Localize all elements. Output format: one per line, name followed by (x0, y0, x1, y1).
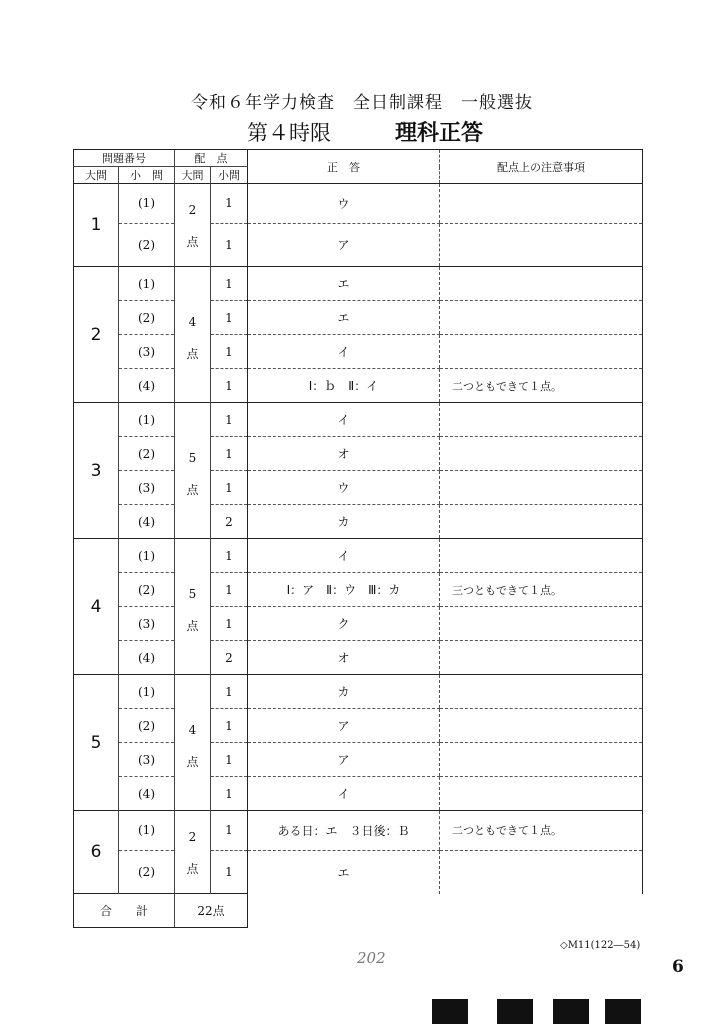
answer-row (74, 641, 643, 675)
section-points-value: 5 (175, 403, 211, 471)
subquestion-label: (1) (119, 811, 175, 851)
answer-row (74, 437, 643, 471)
subquestion-points: 1 (211, 184, 248, 224)
subquestion-points: 1 (211, 811, 248, 851)
subquestion-points: 1 (211, 369, 248, 403)
subquestion-label: (3) (119, 607, 175, 641)
answer-cell: イ (248, 777, 440, 811)
note-cell (440, 301, 643, 335)
answer-row (74, 607, 643, 641)
subquestion-label: (2) (119, 301, 175, 335)
registration-mark (497, 999, 533, 1024)
note-cell (440, 850, 643, 894)
header-big-q: 大問 (74, 167, 119, 184)
answer-row (74, 301, 643, 335)
answer-cell: エ (248, 267, 440, 301)
note-cell: 二つともできて１点。 (440, 811, 643, 851)
subquestion-points: 1 (211, 777, 248, 811)
note-cell: 三つともできて１点。 (440, 573, 643, 607)
subquestion-label: (1) (119, 184, 175, 224)
total-row (74, 894, 643, 928)
subquestion-points: 1 (211, 437, 248, 471)
note-cell (440, 505, 643, 539)
note-cell (440, 223, 643, 267)
answer-cell: ウ (248, 184, 440, 224)
answer-cell: オ (248, 641, 440, 675)
section-number: 2 (74, 267, 119, 403)
answer-cell: イ (248, 403, 440, 437)
section-points-unit: 点 (175, 743, 211, 811)
answer-row (74, 743, 643, 777)
answer-row (74, 403, 643, 437)
header-notes: 配点上の注意事項 (440, 150, 643, 184)
section-points-unit: 点 (175, 471, 211, 539)
section-points-unit: 点 (175, 335, 211, 403)
section-points-value: 4 (175, 267, 211, 335)
section-points-value: 4 (175, 675, 211, 743)
subquestion-label: (3) (119, 335, 175, 369)
subquestion-label: (2) (119, 573, 175, 607)
section-points-value: 2 (175, 184, 211, 224)
subject-title: 理科正答 (395, 121, 484, 146)
header-answer: 正 答 (248, 150, 440, 184)
note-cell (440, 437, 643, 471)
answer-cell: カ (248, 505, 440, 539)
subquestion-points: 1 (211, 607, 248, 641)
answer-cell: エ (248, 850, 440, 894)
section-number: 6 (74, 811, 119, 894)
subquestion-label: (1) (119, 403, 175, 437)
note-cell (440, 743, 643, 777)
answer-cell: Ⅰ：ア Ⅱ：ウ Ⅲ：カ (248, 573, 440, 607)
note-cell (440, 607, 643, 641)
section-number: 1 (74, 184, 119, 267)
subquestion-points: 1 (211, 335, 248, 369)
header-points: 配 点 (175, 150, 248, 167)
answer-cell: エ (248, 301, 440, 335)
subquestion-label: (4) (119, 369, 175, 403)
section-number: 3 (74, 403, 119, 539)
subquestion-points: 1 (211, 573, 248, 607)
subquestion-points: 1 (211, 301, 248, 335)
document-code: ◇M11(122―54) (560, 940, 641, 951)
section-points-unit: 点 (175, 607, 211, 675)
note-cell (440, 641, 643, 675)
answer-cell: イ (248, 335, 440, 369)
subquestion-points: 1 (211, 539, 248, 573)
answer-row (74, 335, 643, 369)
section-points-unit: 点 (175, 850, 211, 894)
subquestion-points: 1 (211, 850, 248, 894)
answer-row (74, 505, 643, 539)
answer-cell: ウ (248, 471, 440, 505)
answer-row (74, 539, 643, 573)
registration-mark (432, 999, 468, 1024)
answer-cell: ア (248, 223, 440, 267)
note-cell (440, 777, 643, 811)
note-cell (440, 335, 643, 369)
answer-row (74, 709, 643, 743)
subquestion-points: 1 (211, 267, 248, 301)
page-number: 6 (672, 957, 684, 977)
note-cell (440, 709, 643, 743)
section-points-unit: 点 (175, 223, 211, 267)
subquestion-label: (4) (119, 777, 175, 811)
handwritten-number: 202 (357, 949, 386, 967)
section-number: 4 (74, 539, 119, 675)
note-cell (440, 267, 643, 301)
exam-title: 令和６年学力検査 全日制課程 一般選抜 (191, 93, 533, 113)
subquestion-label: (1) (119, 539, 175, 573)
answer-cell: ア (248, 709, 440, 743)
answer-row (74, 267, 643, 301)
note-cell (440, 539, 643, 573)
subquestion-points: 1 (211, 471, 248, 505)
answer-cell: オ (248, 437, 440, 471)
note-cell: 二つともできて１点。 (440, 369, 643, 403)
note-cell (440, 675, 643, 709)
subquestion-label: (4) (119, 641, 175, 675)
subquestion-points: 1 (211, 709, 248, 743)
total-label: 合 計 (74, 894, 175, 928)
answer-cell: ア (248, 743, 440, 777)
section-number: 5 (74, 675, 119, 811)
answer-table (73, 149, 643, 928)
answer-row (74, 223, 643, 267)
note-cell (440, 403, 643, 437)
answer-row (74, 811, 643, 851)
answer-row (74, 573, 643, 607)
answer-row (74, 369, 643, 403)
answer-cell: イ (248, 539, 440, 573)
subquestion-label: (4) (119, 505, 175, 539)
answer-row (74, 675, 643, 709)
answer-cell: ク (248, 607, 440, 641)
period-label: 第４時限 (247, 121, 331, 145)
registration-mark (605, 999, 641, 1024)
header-question-number: 問題番号 (74, 150, 175, 167)
registration-mark (553, 999, 589, 1024)
subquestion-points: 2 (211, 505, 248, 539)
note-cell (440, 471, 643, 505)
note-cell (440, 184, 643, 224)
subquestion-points: 1 (211, 743, 248, 777)
subquestion-label: (3) (119, 471, 175, 505)
answer-cell: ある日：エ ３日後：Ｂ (248, 811, 440, 851)
header-small-pts: 小問 (211, 167, 248, 184)
total-value: 22点 (175, 894, 248, 928)
subquestion-label: (3) (119, 743, 175, 777)
answer-cell: Ⅰ：ｂ Ⅱ：イ (248, 369, 440, 403)
header-big-pts: 大問 (175, 167, 211, 184)
answer-cell: カ (248, 675, 440, 709)
answer-row (74, 777, 643, 811)
subquestion-points: 1 (211, 675, 248, 709)
section-points-value: 5 (175, 539, 211, 607)
subquestion-label: (2) (119, 223, 175, 267)
answer-row (74, 184, 643, 224)
answer-row (74, 850, 643, 894)
subquestion-label: (2) (119, 850, 175, 894)
subquestion-label: (1) (119, 675, 175, 709)
section-points-value: 2 (175, 811, 211, 851)
header-small-q: 小 問 (119, 167, 175, 184)
subquestion-label: (1) (119, 267, 175, 301)
subquestion-points: 1 (211, 223, 248, 267)
subquestion-label: (2) (119, 709, 175, 743)
answer-row (74, 471, 643, 505)
subquestion-points: 2 (211, 641, 248, 675)
subquestion-points: 1 (211, 403, 248, 437)
subquestion-label: (2) (119, 437, 175, 471)
